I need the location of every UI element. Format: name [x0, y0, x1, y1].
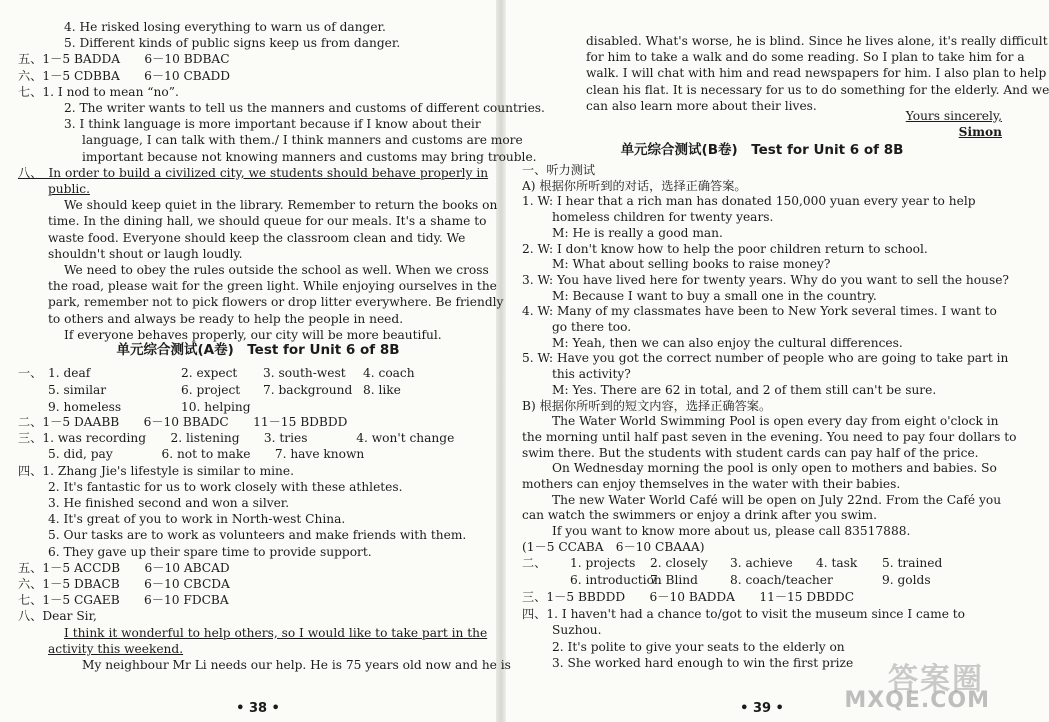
text-line: go there too.: [552, 320, 632, 334]
text-line: If everyone behaves properly, our city will be more beautiful.: [64, 327, 442, 342]
grid-cell: 3. achieve: [730, 556, 793, 570]
grid-label: 二、: [522, 556, 547, 570]
grid-cell: 2. closely: [650, 556, 708, 570]
text-line: 六、1－5 CDBBA 6－10 CBADD: [18, 68, 231, 83]
text-line: swim there. But the students with student cards can pay half of the price.: [522, 445, 979, 460]
grid-cell: 5. similar: [48, 383, 107, 397]
text-line: walk. I will chat with him and read newspapers for him. I also plan to help: [586, 66, 1047, 81]
grid-cell: 3. south-west: [263, 366, 346, 380]
text-line: 一、听力测试: [522, 163, 596, 177]
text-line: If you want to know more about us, please call 83517888.: [552, 524, 911, 539]
text-line: On Wednesday morning the pool is only open to mothers and babies. So: [552, 461, 997, 476]
text-line: for him to take a walk and do some reading. So I plan to take him for a: [586, 50, 1025, 65]
text-line: 六、1－5 DBACB 6－10 CBCDA: [18, 577, 230, 591]
letter-signature: Simon: [958, 125, 1002, 139]
grid-cell: 8. like: [363, 383, 401, 397]
text-line: to others and always be ready to help the people in need.: [48, 311, 404, 326]
text-line: 2. The writer wants to tell us the manners and customs of different countries.: [64, 101, 545, 115]
page-number: • 39 •: [740, 701, 784, 716]
text-line: 3. W: You have lived here for twenty years. Why do you want to sell the house?: [522, 272, 1009, 287]
text-line: B) 根据你所听到的短文内容，选择正确答案。: [522, 398, 772, 413]
text-line: M: He is really a good man.: [552, 225, 723, 240]
text-line: waste food. Everyone should keep the classroom clean and tidy. We: [48, 230, 466, 245]
text-line: the morning until half past seven in the evening. You need to pay four dollars to: [522, 429, 1017, 444]
text-line: The Water World Swimming Pool is open every day from eight o'clock in: [552, 414, 999, 429]
grid-cell: 10. helping: [181, 400, 251, 414]
section-title-test-b: 单元综合测试(B卷) Test for Unit 6 of 8B: [620, 142, 904, 158]
text-line: shouldn't shout or laugh loudly.: [48, 246, 243, 261]
text-line: mothers can enjoy themselves in the water with their babies.: [522, 477, 901, 491]
watermark-text: 答案圈: [888, 662, 984, 697]
grid-cell: 4. coach: [363, 366, 415, 380]
text-line: 3. He finished second and won a silver.: [48, 496, 290, 510]
page-number: • 38 •: [236, 701, 280, 716]
text-line: important because not knowing manners and customs may bring trouble.: [82, 149, 537, 164]
text-line: 2. It's fantastic for us to work closely with these athletes.: [48, 479, 403, 494]
grid-cell: 5. trained: [882, 556, 943, 570]
page-39: [522, 0, 1049, 722]
text-line: 6. They gave up their spare time to provide support.: [48, 544, 372, 559]
text-line: language, I can talk with them./ I think manners and customs are more: [82, 133, 523, 148]
grid-cell: 1. deaf: [48, 366, 91, 380]
text-line: 三、1－5 BBDDD 6－10 BADDA 11－15 DBDDC: [522, 590, 855, 604]
grid-cell: 6. introduction: [570, 573, 662, 587]
text-line: The new Water World Café will be open on July 22nd. From the Café you: [552, 492, 1002, 507]
text-line: 4. W: Many of my classmates have been to New York several times. I want to: [522, 304, 997, 319]
text-line: Suzhou.: [552, 623, 602, 637]
text-line: 四、1. I haven't had a chance to/got to visit the museum since I came to: [522, 606, 966, 621]
text-line: 八、 In order to build a civilized city, we students should behave properly in: [18, 165, 489, 180]
text-line: disabled. What's worse, he is blind. Since he lives alone, it's really difficult: [586, 34, 1048, 48]
text-line: M: Yeah, then we can also enjoy the cultural differences.: [552, 335, 903, 350]
grid-cell: 7. background: [263, 383, 353, 397]
text-line: 2. W: I don't know how to help the poor children return to school.: [522, 241, 928, 256]
text-line: can also learn more about their lives.: [586, 98, 817, 113]
text-line: 5. Our tasks are to work as volunteers and make friends with them.: [48, 528, 467, 543]
grid-cell: 9. homeless: [48, 400, 122, 414]
watermark-logo: [804, 654, 994, 718]
text-line: We should keep quiet in the library. Remember to return the books on: [64, 198, 498, 213]
text-line: 五、1－5 ACCDB 6－10 ABCAD: [18, 560, 230, 575]
text-line: 八、Dear Sir,: [18, 609, 97, 624]
section-title-test-a: 单元综合测试(A卷) Test for Unit 6 of 8B: [116, 342, 400, 358]
text-line: M: What about selling books to raise money?: [552, 257, 831, 272]
text-line: 5. did, pay 6. not to make 7. have known: [48, 447, 365, 462]
text-line: 3. I think language is more important because if I know about their: [64, 117, 481, 132]
page-38: [18, 0, 545, 722]
grid-cell: 6. project: [181, 383, 241, 397]
text-line: 二、1－5 DAABB 6－10 BBADC 11－15 BDBDD: [18, 415, 348, 429]
text-line: activity this weekend.: [48, 641, 184, 656]
grid-cell: 4. task: [816, 556, 858, 570]
grid-cell: 8. coach/teacher: [730, 573, 833, 587]
grid-cell: 9. golds: [882, 573, 931, 587]
text-line: 4. He risked losing everything to warn us of danger.: [64, 20, 386, 34]
text-line: M: Yes. There are 62 in total, and 2 of them still can't be sure.: [552, 382, 937, 397]
text-line: this activity?: [552, 367, 631, 382]
grid-cell: 7. Blind: [650, 573, 698, 587]
text-line: 四、1. Zhang Jie's lifestyle is similar to mine.: [18, 463, 294, 478]
grid-label: 一、: [18, 366, 43, 380]
text-line: public.: [48, 182, 90, 196]
text-line: the road, please wait for the green light. While enjoying ourselves in the: [48, 279, 497, 294]
text-line: We need to obey the rules outside the school as well. When we cross: [64, 263, 489, 277]
text-line: 5. Different kinds of public signs keep us from danger.: [64, 36, 401, 51]
text-line: 4. It's great of you to work in North-west China.: [48, 512, 346, 527]
text-line: 三、1. was recording 2. listening 3. tries 4. won't change: [18, 431, 455, 446]
letter-closing: Yours sincerely,: [905, 109, 1002, 123]
grid-cell: 1. projects: [570, 556, 636, 570]
grid-cell: 2. expect: [181, 366, 238, 380]
text-line: 五、1－5 BADDA 6－10 BDBAC: [18, 52, 230, 67]
watermark-url: MXQE.COM: [844, 688, 990, 713]
text-line: 5. W: Have you got the correct number of people who are going to take part in: [522, 351, 1009, 366]
text-line: 七、1. I nod to mean “no”.: [18, 84, 179, 99]
text-line: I think it wonderful to help others, so I would like to take part in the: [64, 625, 488, 640]
text-line: 七、1－5 CGAEB 6－10 FDCBA: [18, 593, 229, 608]
text-line: A) 根据你所听到的对话，选择正确答案。: [522, 178, 747, 193]
text-line: park, remember not to pick flowers or drop litter everywhere. Be friendly: [48, 295, 504, 310]
text-line: can watch the swimmers or enjoy a drink after you swim.: [522, 508, 877, 523]
text-line: 1. W: I hear that a rich man has donated 150,000 yuan every year to help: [522, 194, 976, 209]
text-line: (1－5 CCABA 6－10 CBAAA): [522, 539, 705, 554]
text-line: homeless children for twenty years.: [552, 210, 774, 225]
text-line: time. In the dining hall, we should queue for our meals. It's a shame to: [48, 214, 487, 229]
text-line: clean his flat. It is necessary for us to do something for the elderly. And we: [586, 82, 1049, 97]
text-line: 3. She worked hard enough to win the first prize: [552, 656, 854, 670]
text-line: 2. It's polite to give your seats to the elderly on: [552, 639, 845, 654]
text-line: My neighbour Mr Li needs our help. He is 75 years old now and he is: [82, 658, 511, 672]
text-line: M: Because I want to buy a small one in the country.: [552, 288, 877, 303]
